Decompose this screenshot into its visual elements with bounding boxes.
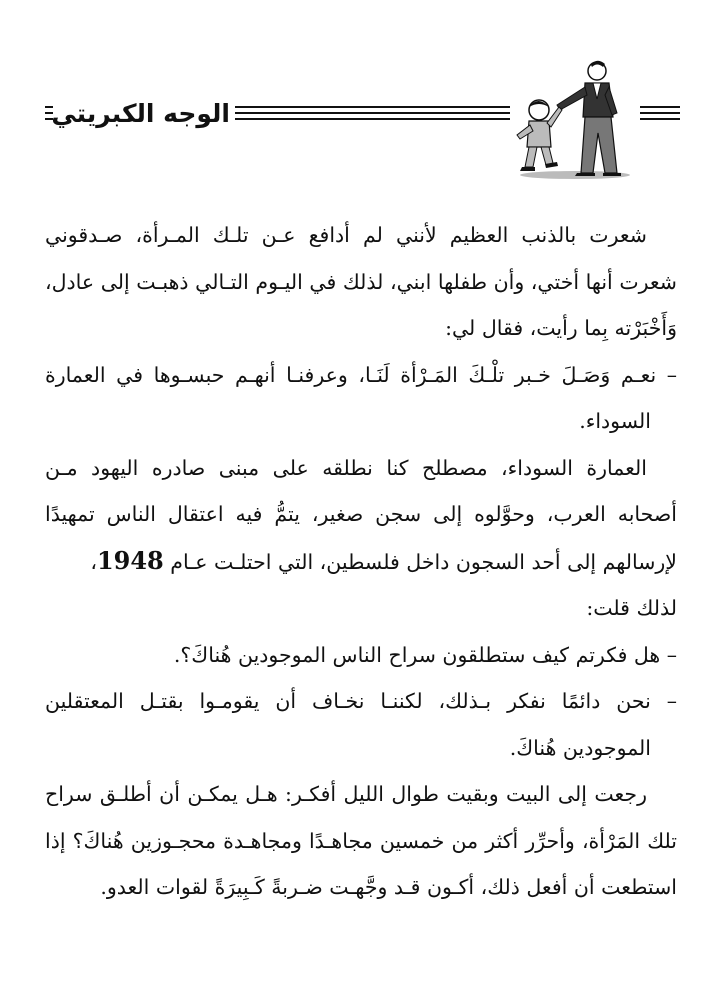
year-number: 1948 (96, 545, 164, 575)
paragraph: رجعت إلى البيت وبقيت طوال الليل أفكـر: هـل يمكـن أن أطلـق سراح تلك المَرْأة، وأحرِّر أكثر من خمسين مجاهـدًا ومجاهـدة محجـوزين هُناكَ؟ إذا استطعت أن أفعل ذلك، أكـون قـد وجَّهـت ضـربةً كَـبِيرَةً لقوات العدو. (45, 782, 677, 899)
dialog-line: – نحن دائمًا نفكر بـذلك، لكننـا نخـاف أن يقومـوا بقتـل المعتقلين الموجودين هُناكَ. (45, 689, 677, 760)
paragraph: لذلك قلت: (586, 596, 677, 620)
title-rule-right (640, 106, 680, 120)
title-rule-middle (235, 106, 510, 120)
chapter-body (45, 212, 677, 911)
paragraph: شعرت بالذنب العظيم لأنني لم أدافع عـن تلـك المـرأة، صـدقوني شعرت أنها أختي، وأن طفلها ابني، لذلك في اليـوم التـالي ذهبـت إلى عادل، وَأَخْبَرْته بِما رأيت، فقال لي: (45, 223, 677, 340)
dialog-line: – نعـم وَصَـلَ خـبر تلْـكَ المَـرْأة لَنَـا، وعرفنـا أنهـم حبسـوها في العمارة السوداء. (45, 362, 677, 433)
paragraph-text: العمارة السوداء، مصطلح كنا نطلقه على مبنى صادره اليهود مـن أصحابه العرب، وحوَّلوه إلى سجن صغير، يتمُّ فيه اعتقال الناس تمهيدًا لإرسالهم إلى أحد السجون داخل فلسطين، التي احتلـت عـام (45, 455, 677, 574)
year-suffix: ، (90, 549, 97, 574)
man-and-child-reaching-icon (505, 55, 640, 180)
paragraph (45, 445, 677, 586)
dialog-line: – هل فكرتم كيف ستطلقون سراح الناس الموجودين هُناكَ؟. (173, 642, 677, 667)
chapter-title: الوجه الكبريتي (51, 99, 230, 128)
